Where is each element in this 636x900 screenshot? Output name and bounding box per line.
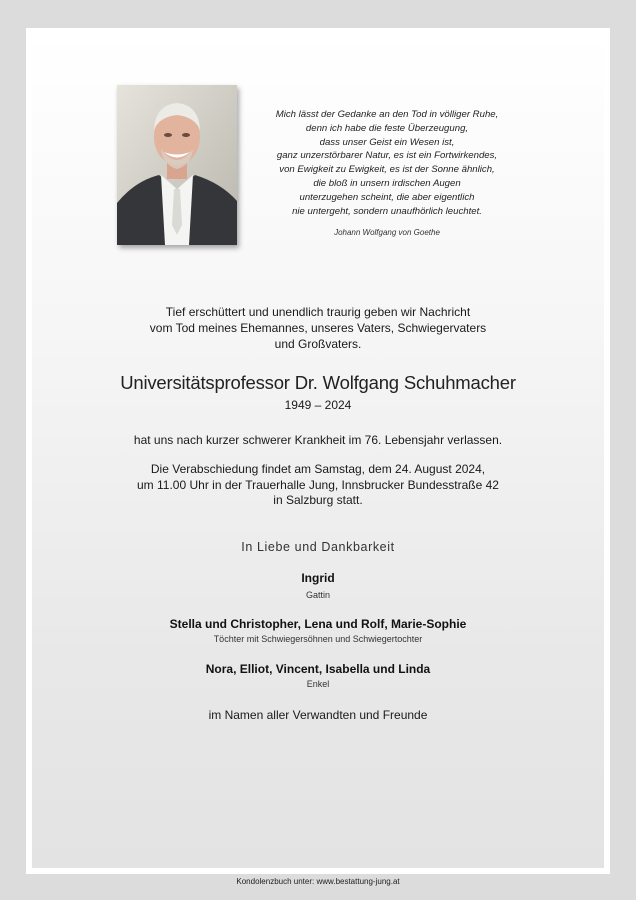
quote-line: die bloß in unsern irdischen Augen <box>313 177 461 189</box>
family-names: Ingrid <box>301 571 335 585</box>
quote-line: nie untergeht, sondern unaufhörlich leuchtet. <box>292 205 482 217</box>
deceased-name: Universitätsprofessor Dr. Wolfgang Schuhmacher <box>120 372 516 393</box>
intro-text <box>32 304 604 352</box>
family-names: Nora, Elliot, Vincent, Isabella und Linda <box>205 662 431 676</box>
ceremony-text <box>32 462 604 509</box>
closing-text: im Namen aller Verwandten und Freunde <box>208 708 428 722</box>
family-names: Stella und Christopher, Lena und Rolf, Marie-Sophie <box>169 617 467 631</box>
quote-line: Mich lässt der Gedanke an den Tod in völliger Ruhe, <box>275 109 499 120</box>
quote-line: dass unser Geist ein Wesen ist, <box>319 136 455 148</box>
quote-author: Johann Wolfgang von Goethe <box>334 228 440 237</box>
goethe-quote <box>252 108 522 218</box>
intro-line: und Großvaters. <box>274 337 362 351</box>
condolence-footer: Kondolenzbuch unter: www.bestattung-jung.at <box>236 877 400 886</box>
intro-line: vom Tod meines Ehemannes, unseres Vaters, Schwiegervaters <box>149 321 487 335</box>
quote-line: von Ewigkeit zu Ewigkeit, es ist der Sonne ähnlich, <box>279 164 495 176</box>
ceremony-line: um 11.00 Uhr in der Trauerhalle Jung, Innsbrucker Bundesstraße 42 <box>137 477 499 492</box>
family-role: Gattin <box>305 590 330 600</box>
quote-line: ganz unzerstörbarer Natur, es ist ein Fortwirkendes, <box>276 150 498 162</box>
quote-line: denn ich habe die feste Überzeugung, <box>305 122 469 134</box>
passing-text: hat uns nach kurzer schwerer Krankheit im 76. Lebensjahr verlassen. <box>133 433 503 447</box>
quote-line: unterzugehen scheint, die aber eigentlich <box>299 191 475 203</box>
family-role: Enkel <box>306 679 330 689</box>
ceremony-line: Die Verabschiedung findet am Samstag, dem 24. August 2024, <box>150 462 486 476</box>
ceremony-line: in Salzburg statt. <box>273 493 363 507</box>
family-role: Töchter mit Schwiegersöhnen und Schwiegertochter <box>213 634 423 644</box>
life-years: 1949 – 2024 <box>284 398 352 412</box>
intro-line: Tief erschüttert und unendlich traurig geben wir Nachricht <box>165 305 471 319</box>
portrait-photo <box>117 85 237 245</box>
love-heading: In Liebe und Dankbarkeit <box>241 540 395 554</box>
